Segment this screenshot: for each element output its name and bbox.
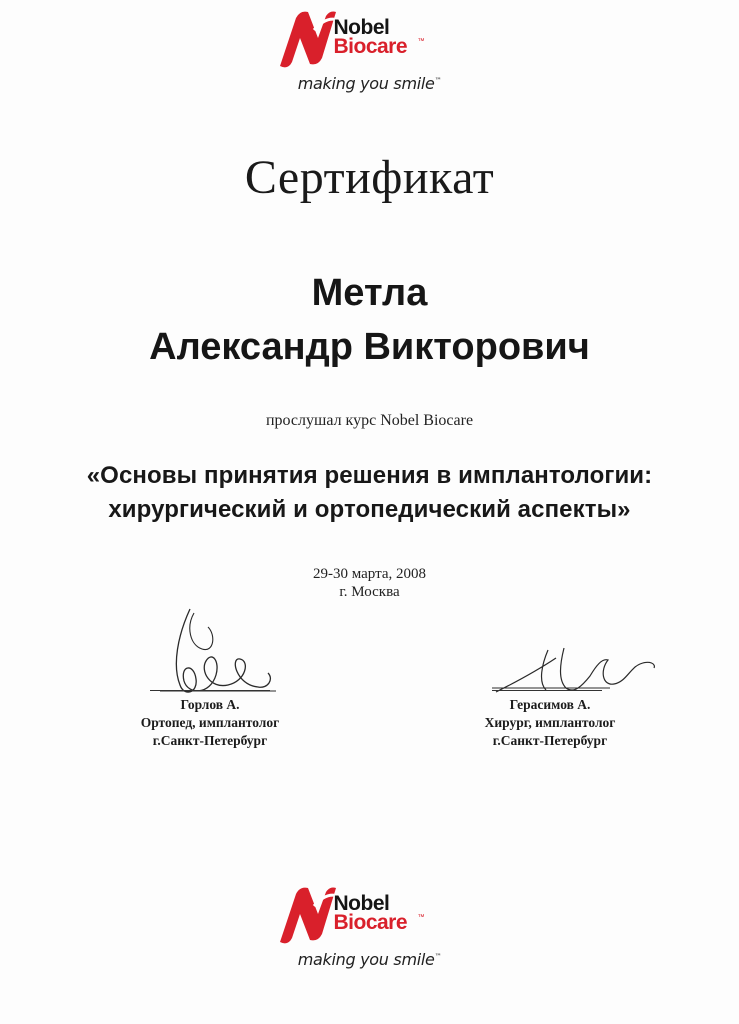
tagline-text: making you smile [297, 950, 435, 969]
signatory-left [80, 690, 340, 750]
certificate-title: Сертификат [244, 151, 495, 204]
brand-line-biocare: Biocare [333, 35, 408, 58]
signatory-role: Ортопед, имплантолог [140, 715, 280, 730]
brand-trademark: ™ [417, 38, 425, 45]
recipient-given-names: Александр Викторович [149, 326, 590, 368]
signature-line [150, 690, 270, 691]
signatory-role: Хирург, имплантолог [484, 715, 616, 730]
brand-trademark: ™ [417, 914, 425, 921]
brand-tagline [270, 950, 470, 969]
tagline-trademark: ™ [434, 952, 442, 961]
brand-line-nobel: Nobel [333, 16, 390, 39]
brand-name [334, 894, 408, 932]
course-title-line-2: хирургический и ортопедический аспекты» [108, 496, 631, 523]
brand-line-nobel: Nobel [333, 892, 390, 915]
nobel-biocare-logo-bottom [270, 884, 470, 976]
course-city: г. Москва [339, 584, 400, 600]
signatory-name: Горлов А. [180, 697, 240, 712]
course-intro-text: прослушал курс Nobel Biocare [265, 412, 474, 429]
brand-line-biocare: Biocare [333, 911, 408, 934]
course-date: 29-30 марта, 2008 [313, 566, 426, 582]
course-title-line-1: «Основы принятия решения в имплантологии: [86, 462, 653, 489]
nobel-biocare-logo-top [270, 8, 470, 100]
brand-name [334, 18, 408, 56]
tagline-text: making you smile [297, 74, 435, 93]
tagline-trademark: ™ [434, 76, 442, 85]
signature-line [492, 690, 602, 691]
signatory-right [420, 690, 680, 750]
signatory-city: г.Санкт-Петербург [152, 733, 268, 748]
brand-tagline [270, 74, 470, 93]
recipient-surname: Метла [311, 272, 428, 314]
signatory-city: г.Санкт-Петербург [492, 733, 608, 748]
signatory-name: Герасимов А. [509, 697, 591, 712]
